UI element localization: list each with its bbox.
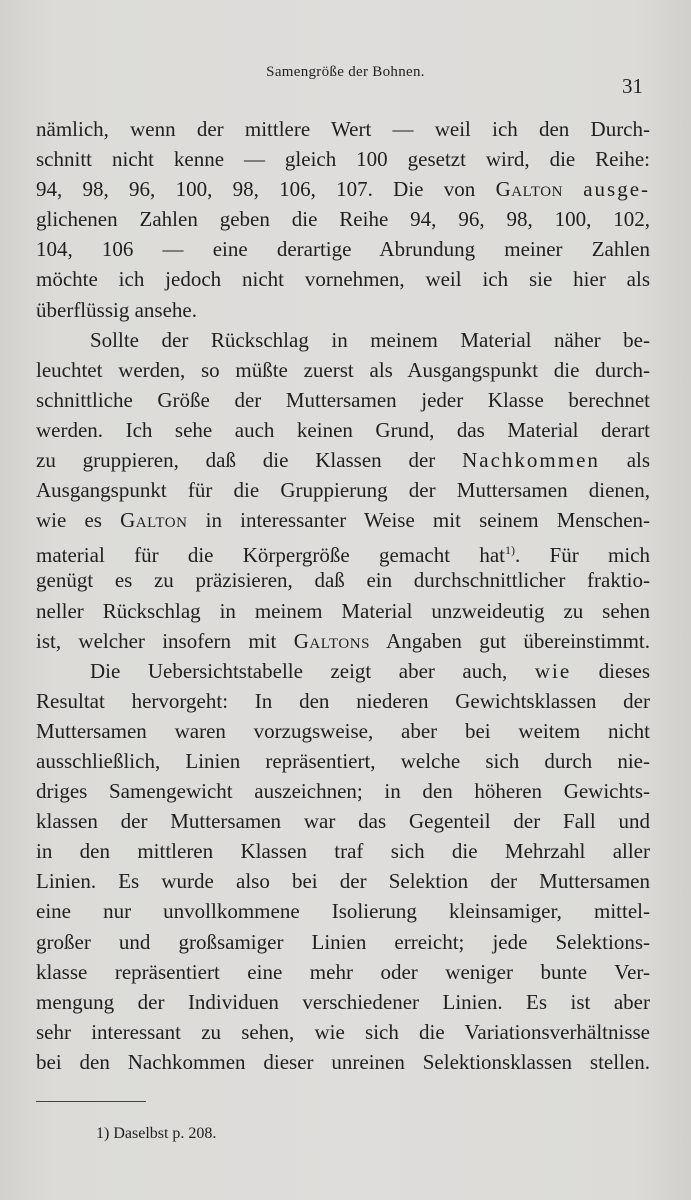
- text-line: genügt es zu präzisieren, daß ein durchschnittlicher fraktio-: [36, 568, 650, 593]
- text-line: schnitt nicht kenne — gleich 100 gesetzt wird, die Reihe:: [36, 147, 650, 172]
- text-line: überflüssig ansehe.: [36, 297, 197, 322]
- text-line: driges Samengewicht auszeichnen; in den höheren Gewichts-: [36, 779, 650, 804]
- author-name: Galton: [120, 508, 188, 533]
- footnote-marker: 1): [505, 543, 516, 558]
- author-name: Galton: [495, 177, 563, 202]
- body-text: [36, 114, 650, 1077]
- text-line: möchte ich jedoch nicht vornehmen, weil ich sie hier als: [36, 267, 650, 292]
- text-line: großer und großsamiger Linien erreicht; jede Selektions-: [36, 929, 650, 954]
- text-line: leuchtet werden, so müßte zuerst als Ausgangspunkt die durch-: [36, 357, 650, 382]
- paragraph-start-line: Sollte der Rückschlag in meinem Material näher be-: [90, 327, 650, 352]
- emphasized-word: Nachkommen: [462, 448, 600, 473]
- text-line: 104, 106 — eine derartige Abrundung meiner Zahlen: [36, 237, 650, 262]
- text-line: ausschließlich, Linien repräsentiert, welche sich durch nie-: [36, 748, 650, 773]
- text-line: Linien. Es wurde also bei der Selektion der Muttersamen: [36, 869, 650, 894]
- footnote-rule: [36, 1101, 146, 1102]
- text-line: zu gruppieren, daß die Klassen der Nachkommen als: [36, 448, 651, 473]
- author-name: Galtons: [293, 628, 370, 653]
- text-line: klasse repräsentiert eine mehr oder weniger bunte Ver-: [36, 959, 650, 984]
- footnote: 1) Daselbst p. 208.: [96, 1125, 217, 1142]
- text-line: mengung der Individuen verschiedener Linien. Es ist aber: [36, 989, 650, 1014]
- text-line: nämlich, wenn der mittlere Wert — weil ich den Durch-: [36, 117, 650, 141]
- running-title: Samengröße der Bohnen.: [266, 64, 425, 80]
- text-line: glichenen Zahlen geben die Reihe 94, 96, 98, 100, 102,: [36, 207, 650, 232]
- text-line: bei den Nachkommen dieser unreinen Selektionsklassen stellen.: [36, 1049, 650, 1074]
- text-line: 94, 98, 96, 100, 98, 106, 107. Die von Galton ausge-: [36, 177, 651, 202]
- text-line: eine nur unvollkommene Isolierung kleinsamiger, mittel-: [36, 899, 650, 924]
- text-line: material für die Körpergröße gemacht hat$^{1)}$. Für mich: [36, 543, 650, 568]
- paragraph-start-line: Die Uebersichtstabelle zeigt aber auch, wie dieses: [90, 658, 650, 683]
- text-line: sehr interessant zu sehen, wie sich die Variationsverhältnisse: [36, 1019, 650, 1044]
- text-line: Resultat hervorgeht: In den niederen Gewichtsklassen der: [36, 688, 650, 713]
- text-line: werden. Ich sehe auch keinen Grund, das Material derart: [36, 417, 650, 442]
- text-line: Ausgangspunkt für die Gruppierung der Muttersamen dienen,: [36, 478, 650, 503]
- text-line: ist, welcher insofern mit Galtons Angaben gut übereinstimmt.: [36, 628, 650, 653]
- text-line: wie es Galton in interessanter Weise mit seinem Menschen-: [36, 508, 651, 533]
- text-line: neller Rückschlag in meinem Material unzweideutig zu sehen: [36, 598, 650, 623]
- text-line: Muttersamen waren vorzugsweise, aber bei weitem nicht: [36, 718, 650, 743]
- emphasized-word: wie: [534, 658, 572, 683]
- text-line: klassen der Muttersamen war das Gegenteil der Fall und: [36, 809, 650, 834]
- text-line: schnittliche Größe der Muttersamen jeder Klasse berechnet: [36, 387, 650, 412]
- page-number: 31: [622, 74, 643, 98]
- text-line: in den mittleren Klassen traf sich die Mehrzahl aller: [36, 839, 650, 864]
